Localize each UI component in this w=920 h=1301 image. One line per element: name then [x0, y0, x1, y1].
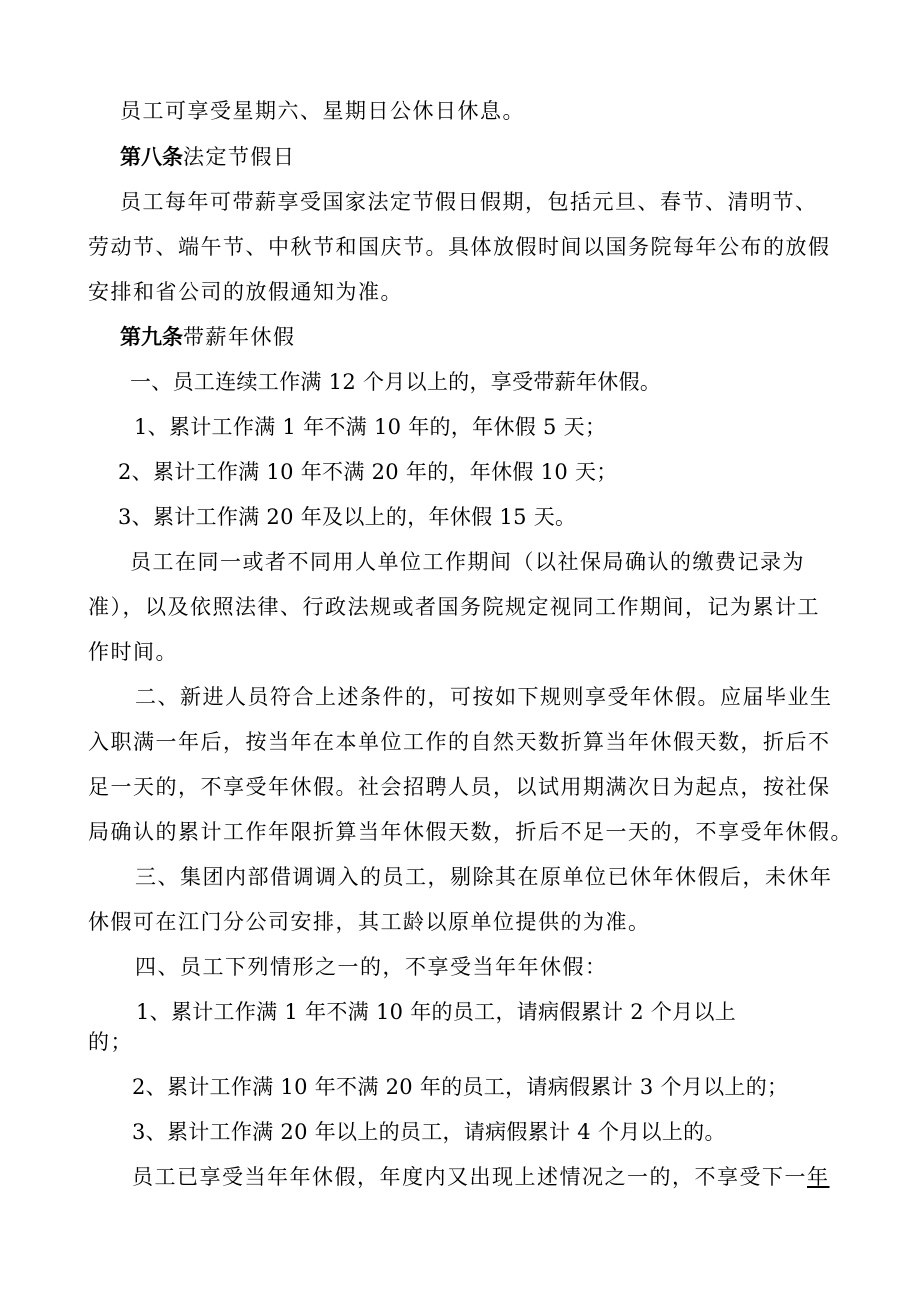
article-9-title: 带薪年休假: [183, 325, 296, 349]
paragraph-service-time-line1: 员工在同一或者不同用人单位工作期间（以社保局确认的缴费记录为: [130, 550, 805, 574]
paragraph-new-staff-line2: 入职满一年后，按当年在本单位工作的自然天数折算当年休假天数，折后不: [88, 730, 831, 754]
line-tier-3: 3、累计工作满 20 年及以上的，年休假 15 天。: [118, 505, 577, 529]
line-eligibility: 一、员工连续工作满 12 个月以上的，享受带薪年休假。: [130, 370, 662, 394]
article-8-label: 第八条: [120, 144, 183, 169]
paragraph-new-staff-line3: 足一天的，不享受年休假。社会招聘人员，以试用期满次日为起点，按社保: [88, 775, 831, 799]
paragraph-holidays-line1: 员工每年可带薪享受国家法定节假日假期，包括元旦、春节、清明节、: [120, 190, 818, 214]
line-exclusion-1-cont: 的；: [88, 1030, 133, 1054]
line-exclusion-1: 1、累计工作满 1 年不满 10 年的员工，请病假累计 2 个月以上: [136, 1000, 737, 1024]
paragraph-next-year-exclusion: [132, 1162, 830, 1192]
article-8-title: 法定节假日: [183, 145, 296, 169]
paragraph-holidays-line2: 劳动节、端午节、中秋节和国庆节。具体放假时间以国务院每年公布的放假: [88, 235, 831, 259]
paragraph-transfer-line1: 三、集团内部借调调入的员工，剔除其在原单位已休年休假后，未休年: [135, 865, 833, 889]
article-9-heading: [120, 322, 296, 352]
next-year-text: 员工已享受当年年休假，年度内又出现上述情况之一的，不享受下一: [132, 1165, 807, 1189]
paragraph-transfer-line2: 休假可在江门分公司安排，其工龄以原单位提供的为准。: [88, 910, 651, 934]
paragraph-exclusions-intro: 四、员工下列情形之一的，不享受当年年休假：: [135, 955, 608, 979]
next-year-underlined: 年: [807, 1165, 830, 1189]
line-tier-1: 1、累计工作满 1 年不满 10 年的，年休假 5 天；: [134, 415, 607, 439]
article-9-label: 第九条: [120, 324, 183, 349]
paragraph-weekend-rest: 员工可享受星期六、星期日公休日休息。: [120, 99, 525, 123]
article-8-heading: [120, 142, 296, 172]
paragraph-new-staff-line1: 二、新进人员符合上述条件的，可按如下规则享受年休假。应届毕业生: [135, 685, 833, 709]
paragraph-service-time-line2: 准），以及依照法律、行政法规或者国务院规定视同工作期间，记为累计工: [88, 595, 820, 619]
line-exclusion-2: 2、累计工作满 10 年不满 20 年的员工，请病假累计 3 个月以上的；: [132, 1075, 789, 1099]
line-exclusion-3: 3、累计工作满 20 年以上的员工，请病假累计 4 个月以上的。: [132, 1120, 726, 1144]
line-tier-2: 2、累计工作满 10 年不满 20 年的，年休假 10 天；: [118, 460, 618, 484]
paragraph-holidays-line3: 安排和省公司的放假通知为准。: [88, 280, 403, 304]
paragraph-service-time-line3: 作时间。: [88, 640, 178, 664]
paragraph-new-staff-line4: 局确认的累计工作年限折算当年休假天数，折后不足一天的，不享受年休假。: [88, 820, 853, 844]
